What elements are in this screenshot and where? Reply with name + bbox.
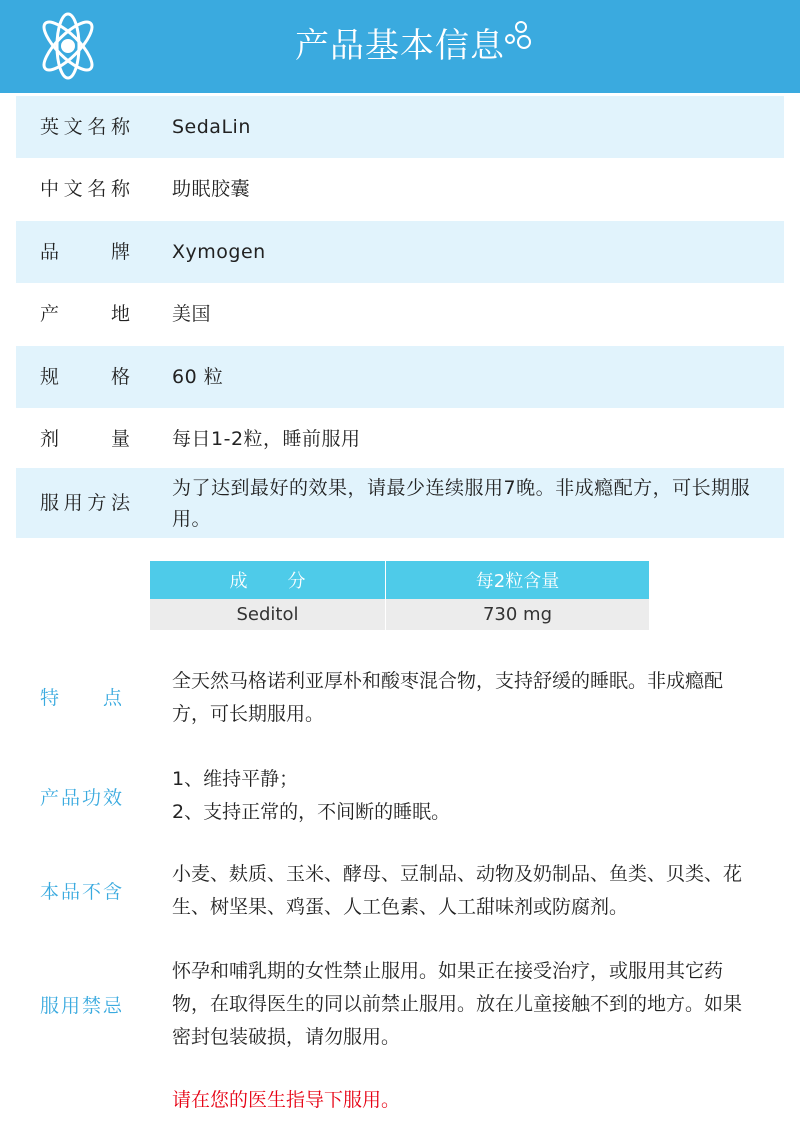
warnings-text: 怀孕和哺乳期的女性禁止服用。如果正在接受治疗，或服用其它药物，在取得医生的同以前禁止服用。放在儿童接触不到的地方。如果密封包装破损，请勿服用。: [172, 960, 743, 1048]
bubbles-icon: [503, 20, 533, 50]
column-header-amount: 每2粒含量: [386, 561, 650, 599]
table-row: [150, 599, 649, 630]
free-of-label: 本品不含: [40, 881, 122, 903]
info-label: 产地: [40, 303, 130, 325]
free-of-text: 小麦、麸质、玉米、酵母、豆制品、动物及奶制品、鱼类、贝类、花生、树坚果、鸡蛋、人工色素、人工甜味剂或防腐剂。: [172, 863, 743, 918]
effects-line: 2、支持正常的，不间断的睡眠。: [172, 801, 451, 823]
ingredient-amount: 730 mg: [386, 599, 650, 630]
info-row-spec: [16, 346, 784, 408]
info-label: 英文名称: [40, 116, 130, 138]
info-row-brand: [16, 221, 784, 283]
features-label: 特点: [40, 687, 122, 709]
column-header-ingredient: 成分: [150, 561, 386, 599]
features-text: 全天然马格诺利亚厚朴和酸枣混合物，支持舒缓的睡眠。非成瘾配方，可长期服用。: [172, 670, 724, 725]
info-row-english-name: [16, 96, 784, 158]
info-row-chinese-name: [16, 158, 784, 220]
info-value: 助眠胶囊: [172, 178, 251, 200]
info-label: 品牌: [40, 241, 130, 263]
page-title: 产品基本信息: [295, 26, 505, 66]
info-label: 剂量: [40, 428, 130, 450]
effects-line: 1、维持平静；: [172, 768, 299, 790]
info-row-origin: [16, 283, 784, 345]
ingredient-name: Seditol: [150, 599, 386, 630]
ingredient-table: [150, 561, 649, 630]
info-label: 服用方法: [40, 492, 130, 514]
info-label: 中文名称: [40, 178, 130, 200]
info-label: 规格: [40, 366, 130, 388]
info-row-dosage: [16, 408, 784, 470]
effects-label: 产品功效: [40, 787, 122, 809]
doctor-note: 请在您的医生指导下服用。: [172, 1089, 401, 1111]
info-row-usage: [16, 468, 784, 538]
info-value: 美国: [172, 303, 212, 325]
header-bar: [0, 0, 800, 93]
info-value: Xymogen: [172, 241, 266, 263]
effects-text: [172, 763, 752, 829]
warnings-label: 服用禁忌: [40, 995, 122, 1017]
info-value: 每日1-2粒，睡前服用: [172, 428, 361, 450]
info-value: 为了达到最好的效果，请最少连续服用7晚。非成瘾配方，可长期服用。: [172, 477, 751, 530]
info-value: 60 粒: [172, 366, 224, 388]
info-value: SedaLin: [172, 116, 251, 138]
table-header-row: [150, 561, 649, 599]
